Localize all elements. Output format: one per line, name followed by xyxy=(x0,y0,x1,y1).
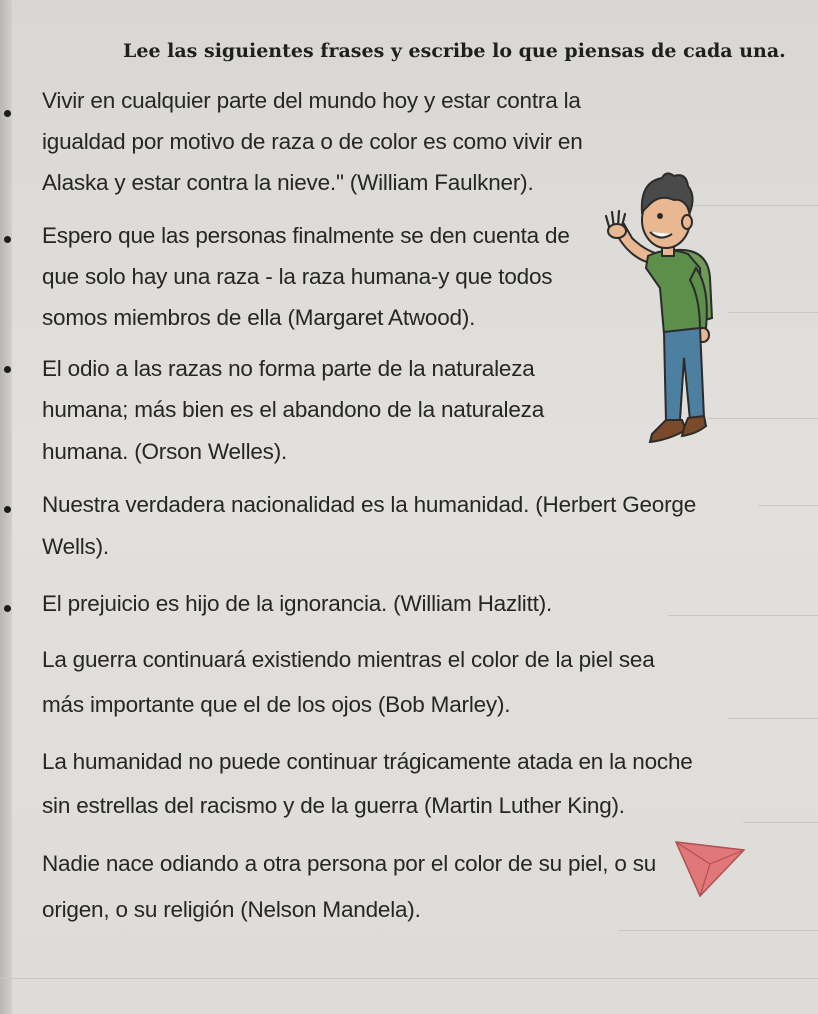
bullet-icon xyxy=(4,366,11,373)
quote-line: Wells). xyxy=(42,534,109,559)
quote-line: Vivir en cualquier parte del mundo hoy y estar contra la xyxy=(42,88,581,113)
quote-line: humana. (Orson Welles). xyxy=(42,439,288,464)
faint-rule-line xyxy=(728,718,818,719)
quote-line: somos miembros de ella (Margaret Atwood). xyxy=(42,305,476,330)
quote-line: humana; más bien es el abandono de la naturaleza xyxy=(42,397,545,422)
quote-line: El odio a las razas no forma parte de la naturaleza xyxy=(42,356,535,381)
quote-line: La guerra continuará existiendo mientras el color de la piel sea xyxy=(42,647,655,672)
quote-line: Nadie nace odiando a otra persona por el color de su piel, o su xyxy=(42,851,657,876)
bullet-icon xyxy=(4,110,11,117)
paper-plane-icon xyxy=(670,830,750,900)
quote-line: Alaska y estar contra la nieve." (William Faulkner). xyxy=(42,170,534,195)
quote-line: La humanidad no puede continuar trágicamente atada en la noche xyxy=(42,749,693,774)
worksheet-title: Lee las siguientes frases y escribe lo que piensas de cada una. xyxy=(123,40,786,62)
bullet-icon xyxy=(4,605,11,612)
bullet-icon xyxy=(4,506,11,513)
faint-rule-line xyxy=(743,822,818,823)
quote-line: origen, o su religión (Nelson Mandela). xyxy=(42,897,421,922)
quote-line: que solo hay una raza - la raza humana-y que todos xyxy=(42,264,553,289)
faint-rule-line xyxy=(728,312,818,313)
faint-rule-line xyxy=(758,505,818,506)
quote-line: más importante que el de los ojos (Bob Marley). xyxy=(42,692,511,717)
faint-rule-line xyxy=(618,930,818,931)
quote-line: El prejuicio es hijo de la ignorancia. (William Hazlitt). xyxy=(42,591,553,616)
waving-boy-illustration xyxy=(588,168,738,453)
quote-line: sin estrellas del racismo y de la guerra (Martin Luther King). xyxy=(42,793,625,818)
quote-line: Espero que las personas finalmente se den cuenta de xyxy=(42,223,570,248)
quote-line: igualdad por motivo de raza o de color es como vivir en xyxy=(42,129,583,154)
quote-line: Nuestra verdadera nacionalidad es la humanidad. (Herbert George xyxy=(42,492,697,517)
faint-rule-line xyxy=(668,615,818,616)
bullet-icon xyxy=(4,236,11,243)
faint-rule-line xyxy=(0,978,818,979)
